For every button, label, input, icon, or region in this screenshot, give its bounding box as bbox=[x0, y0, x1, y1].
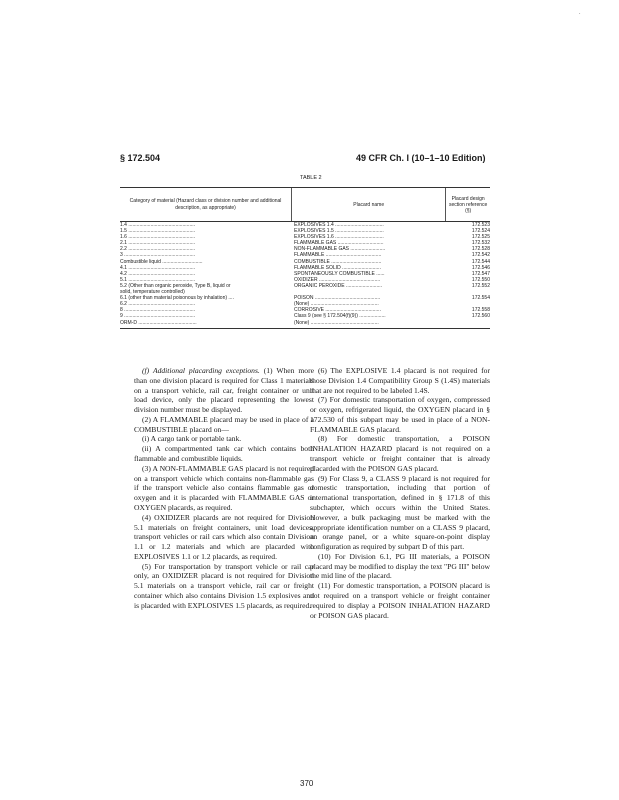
section-number: § 172.504 bbox=[120, 153, 161, 163]
table-cell-category: 1.4 ................................................ bbox=[120, 222, 196, 228]
paragraph-text: (1) When more than one division placard is required for Class 1 materials on a transport vehicle, rail car, freight container or unit load device, only the placard representing the lowest division number must be displayed. bbox=[134, 366, 314, 415]
table-bottom-rule bbox=[120, 328, 490, 329]
table-cell-reference: 172.558 bbox=[471, 307, 490, 314]
paragraph-text: (3) A NON-FLAMMABLE GAS placard is not required on a transport vehicle which contains non-flammable gas if the transport vehicle also contains flammable gas or oxygen and it is placarded with FLAMMABLE GAS or OXYGEN placards, as required. bbox=[134, 463, 314, 512]
table-cell-placard: ORGANIC PEROXIDE .......................... bbox=[294, 282, 383, 289]
table-cell-placard: NON-FLAMMABLE GAS ......................... bbox=[294, 246, 386, 253]
page-number: 370 bbox=[300, 779, 314, 788]
table-cell-category: 4.1 ................................................ bbox=[120, 264, 196, 271]
table-cell-placard: Class 9 (see § 172.504(f)(9)) ................... bbox=[294, 313, 386, 320]
table-cell-placard: EXPLOSIVES 1.4 ................................... bbox=[294, 222, 384, 228]
table-cell-placard: (None) ................................................. bbox=[294, 301, 379, 308]
paragraph-text: (i) A cargo tank or portable tank. bbox=[142, 434, 242, 444]
paragraph bbox=[134, 513, 314, 562]
table-cell-reference: 172.544 bbox=[471, 258, 490, 265]
table-cell-category: solid, temperature controlled) bbox=[120, 289, 185, 296]
paragraph: (10) For Division 6.1, PG III materials, a POISON placard may be modified to display the text "PG III" below the mid line of the placard. bbox=[310, 551, 490, 581]
placard-table bbox=[120, 187, 490, 329]
paragraph-text: (5) For transportation by transport vehicle or rail car only, an OXIDIZER placard is not required for Division 5.1 materials on a transport vehicle, rail car or freight container which also contains Division 1.5 explosives and is placarded with EXPLOSIVES 1.5 placards, as required. bbox=[134, 561, 314, 610]
table-cell-placard: FLAMMABLE SOLID ............................ bbox=[294, 264, 381, 271]
table-row bbox=[120, 320, 490, 326]
table-cell-category: Combustible liquid ............................. bbox=[120, 258, 203, 265]
table-cell-reference: 172.546 bbox=[471, 264, 490, 271]
paragraph bbox=[134, 415, 314, 435]
table-cell-placard: OXIDIZER ............................................ bbox=[294, 276, 381, 283]
paragraph bbox=[134, 366, 314, 415]
table-header bbox=[120, 187, 490, 222]
table-cell-category: 2.2 ................................................ bbox=[120, 246, 196, 253]
paragraph: (11) For domestic transportation, a POISON placard is not required on a transport vehicle or freight container required to display a POISON INHALATION HAZARD or POISON GAS placard. bbox=[310, 581, 490, 620]
table-cell-category: 6.1 (other than material poisonous by inhalation) .... bbox=[120, 295, 234, 302]
table-cell-reference: 172.547 bbox=[471, 270, 490, 277]
table-cell-category: 6.2 ................................................ bbox=[120, 301, 196, 308]
paragraph: (9) For Class 9, a CLASS 9 placard is not required for domestic transportation, including that portion of international transportation, defined in § 171.8 of this subchapter, which occurs within the United States. However, a bulk packaging must be marked with the appropriate identification number on a CLASS 9 placard, an orange panel, or a white square-on-point display configuration as required by subpart D of this part. bbox=[310, 473, 490, 552]
table-cell-reference: 172.523 bbox=[471, 222, 490, 228]
paragraph: (8) For domestic transportation, a POISON INHALATION HAZARD placard is not required on a transport vehicle or freight container that is already placarded with the POISON GAS placard. bbox=[310, 434, 490, 473]
running-title: 49 CFR Ch. I (10–1–10 Edition) bbox=[356, 153, 486, 163]
table-cell-reference: 172.554 bbox=[471, 295, 490, 302]
table-title: TABLE 2 bbox=[300, 175, 322, 181]
left-text-column bbox=[134, 366, 314, 611]
table-cell-category: 1.5 ................................................ bbox=[120, 228, 196, 235]
table-cell-category: 3 ................................................... bbox=[120, 252, 196, 259]
table-cell-placard: FLAMMABLE ........................................ bbox=[294, 252, 382, 259]
table-cell-reference: 172.560 bbox=[471, 313, 490, 320]
table-cell-category: 5.2 (Other than organic peroxide, Type B, liquid or bbox=[120, 282, 231, 289]
column-header-placard: Placard name bbox=[291, 188, 446, 221]
paragraph: (7) For domestic transportation of oxygen, compressed or oxygen, refrigerated liquid, the OXYGEN placard in § 172.530 of this subpart may be used in place of a NON-FLAMMABLE GAS placard. bbox=[310, 395, 490, 434]
paragraph: (6) The EXPLOSIVE 1.4 placard is not required for those Division 1.4 Compatibility Group S (1.4S) materials that are not required to be labeled 1.4S. bbox=[310, 366, 490, 395]
table-cell-category: 9 ................................................... bbox=[120, 313, 196, 320]
table-cell-category: ORM-D .......................................... bbox=[120, 319, 197, 326]
paragraph-text: (ii) A compartmented tank car which contains both flammable and combustible liquids. bbox=[134, 444, 314, 464]
table-cell-placard: EXPLOSIVES 1.5 ................................... bbox=[294, 228, 384, 235]
table-cell-reference: 172.542 bbox=[471, 252, 490, 259]
column-header-category: Category of material (Hazard class or division number and additional description, as appropriate) bbox=[129, 198, 282, 211]
column-header-reference: Placard design section reference (§) bbox=[448, 195, 488, 214]
table-cell-reference: 172.552 bbox=[471, 282, 490, 289]
corner-mark: . bbox=[579, 10, 581, 16]
table-cell-placard: POISON ............................................... bbox=[294, 295, 381, 302]
table-cell-reference: 172.528 bbox=[471, 246, 490, 253]
table-cell-placard: COMBUSTIBLE .................................... bbox=[294, 258, 382, 265]
table-body bbox=[120, 222, 490, 326]
table-cell-category: 4.2 ................................................ bbox=[120, 270, 196, 277]
table-cell-reference: 172.550 bbox=[471, 276, 490, 283]
table-cell-placard: CORROSIVE ........................................ bbox=[294, 307, 381, 314]
paragraph bbox=[134, 464, 314, 513]
paragraph-text: (4) OXIDIZER placards are not required for Division 5.1 materials on freight containers, unit load devices, transport vehicles or rail cars which also contain Division 1.1 or 1.2 materials and which are placarded with EXPLOSIVES 1.1 or 1.2 placards, as required. bbox=[134, 512, 314, 561]
table-cell-reference: 172.532 bbox=[471, 240, 490, 247]
paragraph bbox=[134, 444, 314, 464]
paragraph-text: (2) A FLAMMABLE placard may be used in place of a COMBUSTIBLE placard on— bbox=[134, 414, 314, 434]
table-cell-category: 8 ................................................... bbox=[120, 307, 196, 314]
table-cell-category: 1.6 ................................................ bbox=[120, 234, 196, 241]
table-cell-reference bbox=[446, 320, 490, 326]
table-cell-placard: (None) ................................................. bbox=[294, 319, 379, 326]
table-cell-category: 5.1 ................................................ bbox=[120, 276, 196, 283]
table-cell-category: 2.1 ................................................ bbox=[120, 240, 196, 247]
right-text-column bbox=[310, 366, 490, 620]
table-cell-placard: SPONTANEOUSLY COMBUSTIBLE ...... bbox=[294, 270, 385, 277]
table-cell-reference: 172.525 bbox=[471, 234, 490, 241]
table-cell-reference: 172.524 bbox=[471, 228, 490, 235]
table-cell-placard: FLAMMABLE GAS ................................. bbox=[294, 240, 384, 247]
table-cell-placard: EXPLOSIVES 1.6 ................................... bbox=[294, 234, 384, 241]
paragraph-heading: (f) Additional placarding exceptions. bbox=[142, 366, 260, 375]
paragraph bbox=[134, 434, 314, 444]
paragraph bbox=[134, 562, 314, 611]
